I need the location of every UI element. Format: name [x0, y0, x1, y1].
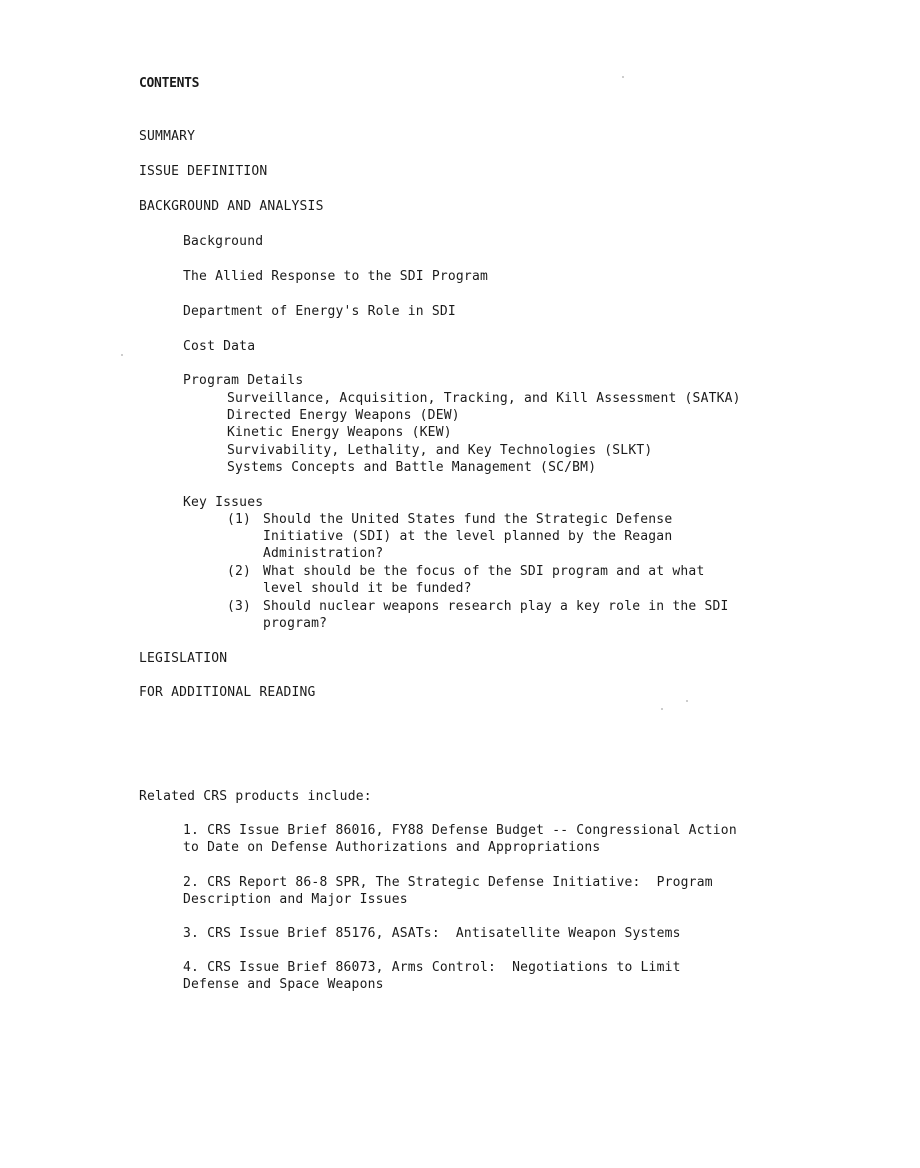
- program-details-item: Kinetic Energy Weapons (KEW): [227, 425, 452, 440]
- related-item-line: 4. CRS Issue Brief 86073, Arms Control: Negotiations to Limit: [183, 960, 681, 975]
- toc-doe-role: Department of Energy's Role in SDI: [183, 304, 456, 319]
- key-issue-line: level should it be funded?: [263, 581, 472, 596]
- program-details-item: Systems Concepts and Battle Management (SC/BM): [227, 460, 597, 475]
- toc-allied-response: The Allied Response to the SDI Program: [183, 269, 489, 284]
- program-details-item: Surveillance, Acquisition, Tracking, and Kill Assessment (SATKA): [227, 391, 741, 406]
- related-item-line: to Date on Defense Authorizations and Appropriations: [183, 840, 601, 855]
- program-details-item: Directed Energy Weapons (DEW): [227, 408, 460, 423]
- key-issue-line: Should the United States fund the Strategic Defense: [263, 512, 673, 527]
- related-products-intro: Related CRS products include:: [139, 789, 372, 804]
- key-issue-line: Initiative (SDI) at the level planned by the Reagan: [263, 529, 673, 544]
- toc-key-issues: Key Issues: [183, 495, 264, 510]
- key-issue-number: (3): [227, 599, 252, 614]
- key-issue-line: Administration?: [263, 546, 384, 561]
- toc-issue-definition: ISSUE DEFINITION: [139, 164, 268, 179]
- key-issue-line: What should be the focus of the SDI program and at what: [263, 564, 705, 579]
- toc-background: Background: [183, 234, 264, 249]
- key-issue-line: Should nuclear weapons research play a key role in the SDI: [263, 599, 729, 614]
- scan-speck: [661, 708, 663, 710]
- related-item-line: Description and Major Issues: [183, 892, 408, 907]
- related-item-line: 3. CRS Issue Brief 85176, ASATs: Antisatellite Weapon Systems: [183, 926, 681, 941]
- key-issue-number: (1): [227, 512, 252, 527]
- key-issue-line: program?: [263, 616, 328, 631]
- related-item-line: 2. CRS Report 86-8 SPR, The Strategic Defense Initiative: Program: [183, 875, 713, 890]
- toc-summary: SUMMARY: [139, 129, 196, 144]
- toc-program-details: Program Details: [183, 373, 304, 388]
- program-details-item: Survivability, Lethality, and Key Technologies (SLKT): [227, 443, 653, 458]
- scan-speck: [622, 76, 624, 78]
- contents-heading: CONTENTS: [139, 76, 200, 91]
- toc-legislation: LEGISLATION: [139, 651, 228, 666]
- related-item-line: 1. CRS Issue Brief 86016, FY88 Defense Budget -- Congressional Action: [183, 823, 737, 838]
- toc-background-and-analysis: BACKGROUND AND ANALYSIS: [139, 199, 324, 214]
- scan-speck: [686, 700, 688, 702]
- toc-cost-data: Cost Data: [183, 339, 256, 354]
- key-issue-number: (2): [227, 564, 252, 579]
- toc-additional-reading: FOR ADDITIONAL READING: [139, 685, 316, 700]
- related-item-line: Defense and Space Weapons: [183, 977, 384, 992]
- scan-speck: [121, 354, 123, 356]
